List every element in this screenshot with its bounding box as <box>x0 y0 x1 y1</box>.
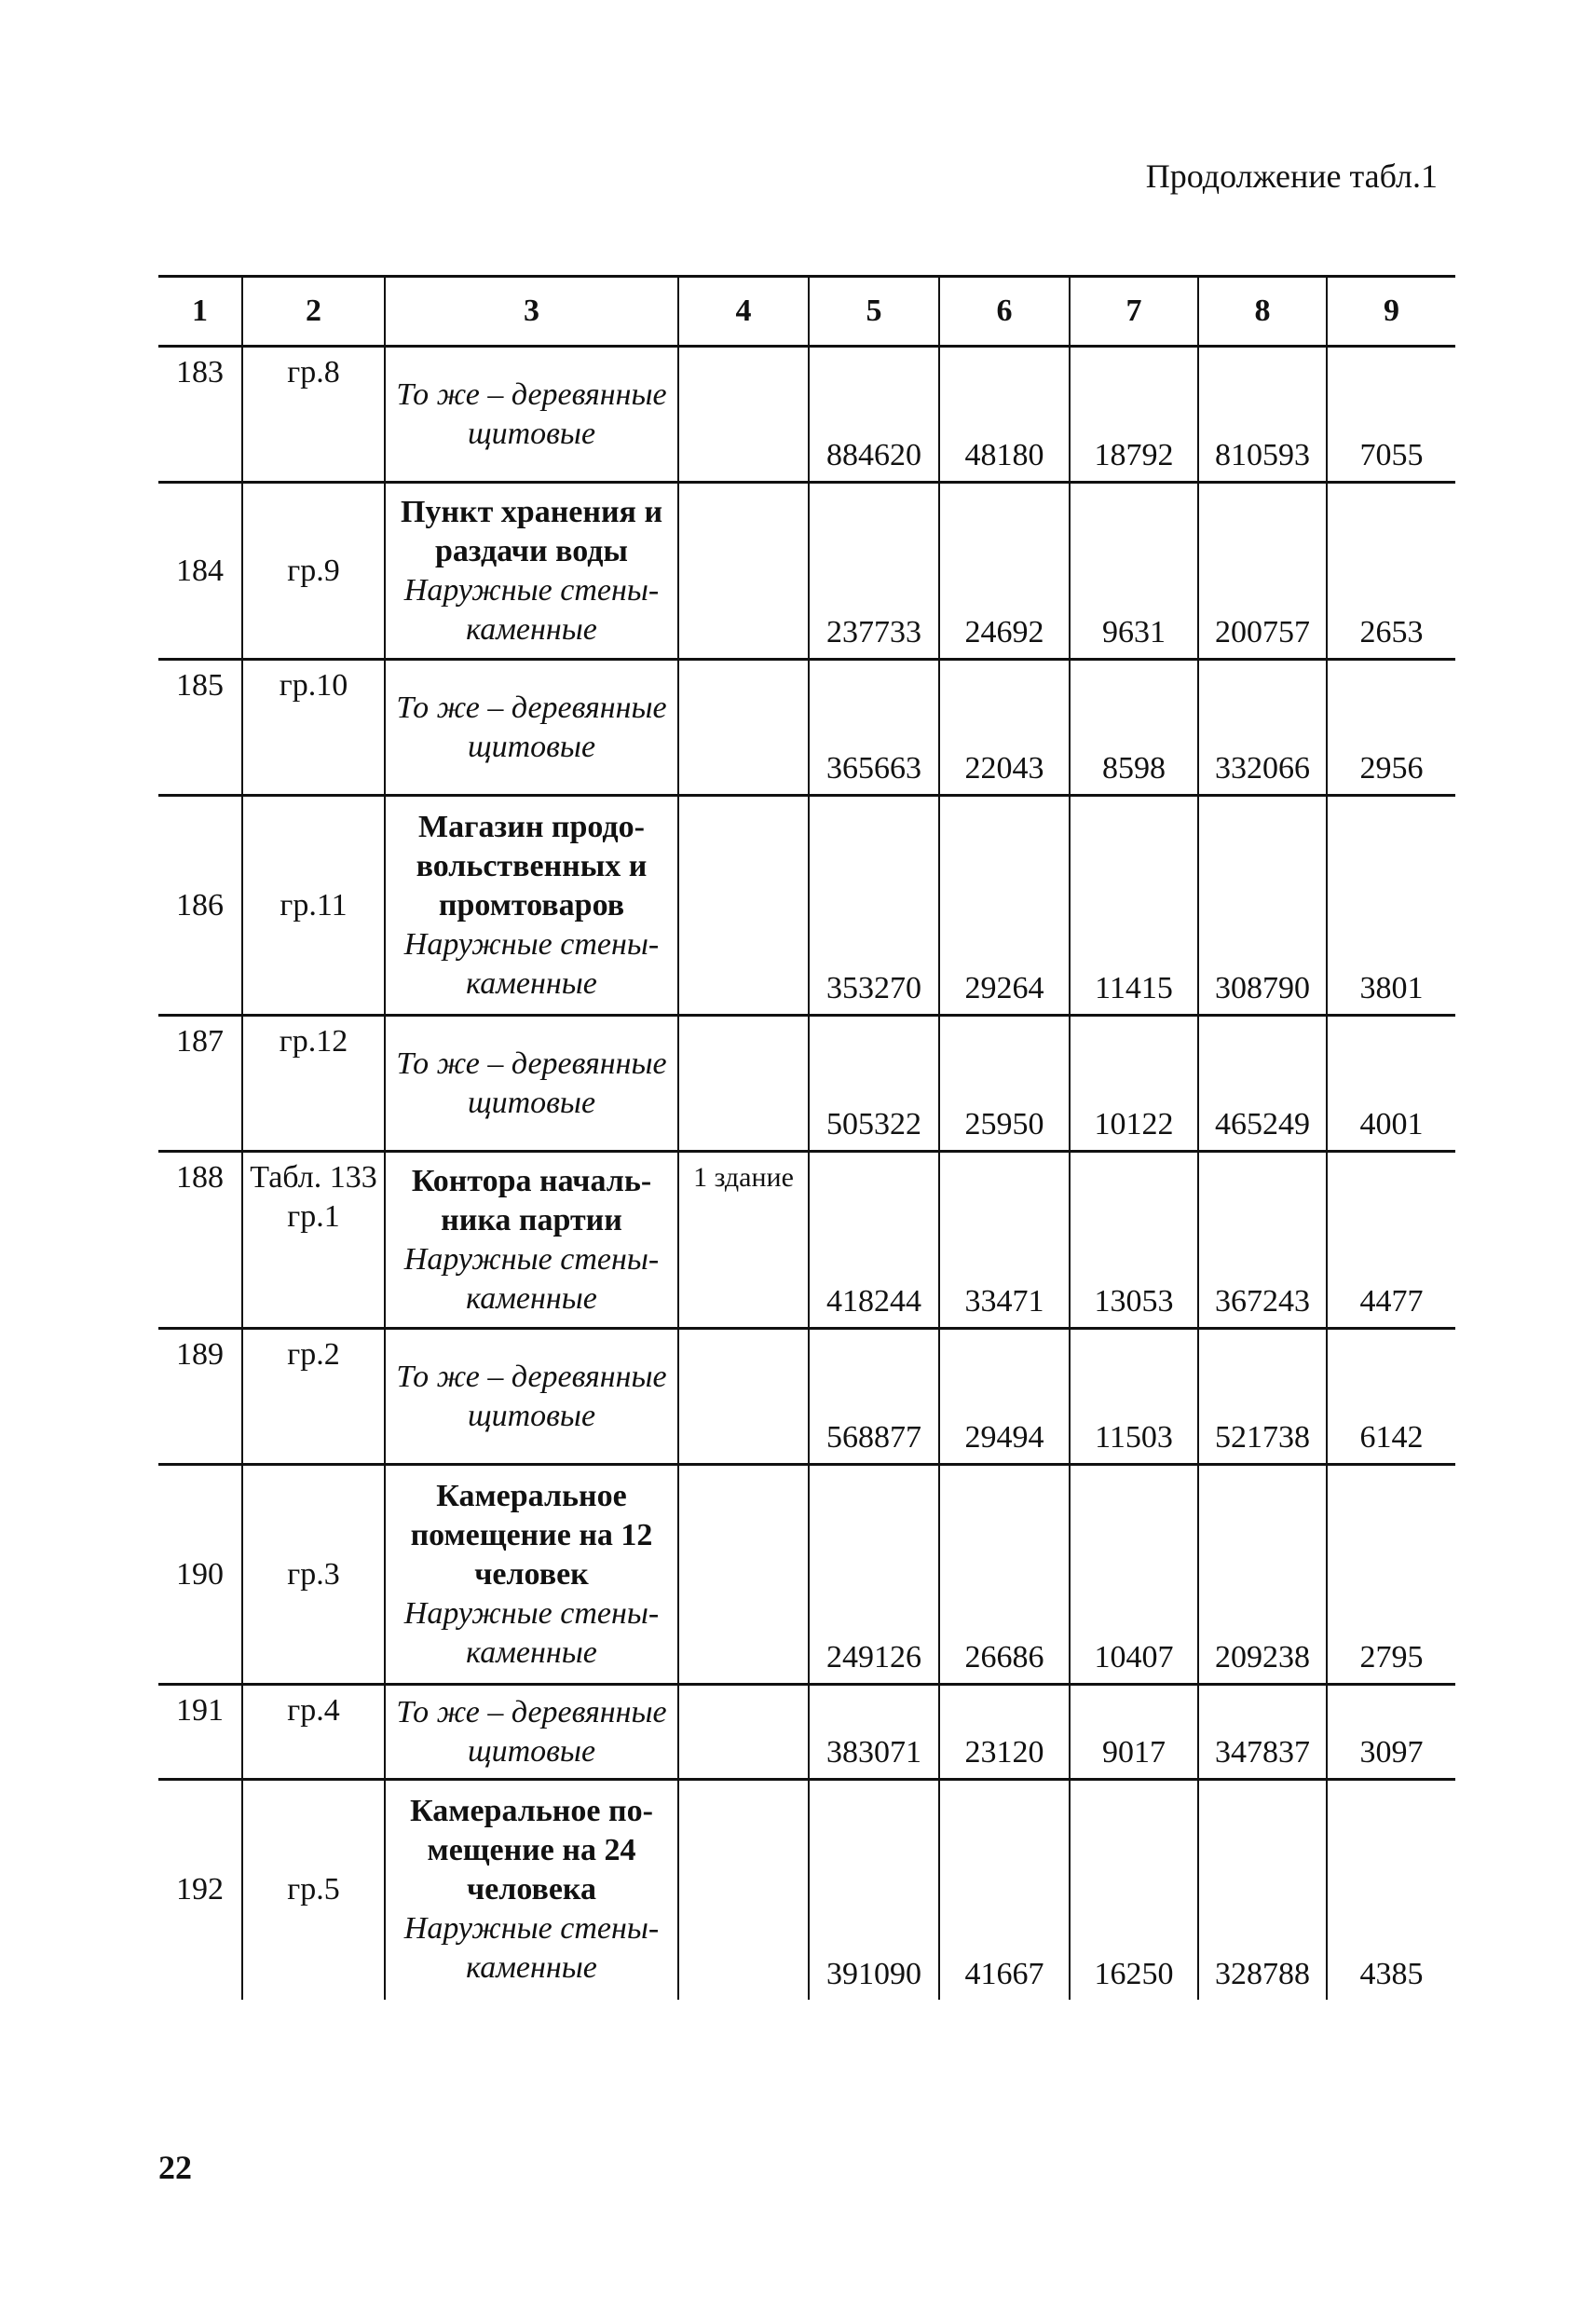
cell-col6: 23120 <box>939 1685 1070 1780</box>
row-description <box>385 796 678 1016</box>
cell-col6: 33471 <box>939 1152 1070 1329</box>
row-description <box>385 1685 678 1780</box>
cell-col9: 2795 <box>1327 1465 1455 1685</box>
row-title: Камеральное по- мещение на 24 человека <box>410 1794 653 1907</box>
row-subtitle: То же – деревянные щитовые <box>396 376 667 451</box>
cell-col9: 6142 <box>1327 1329 1455 1465</box>
col-header-5: 5 <box>809 277 939 347</box>
cell-col5: 418244 <box>809 1152 939 1329</box>
row-unit <box>678 796 809 1016</box>
cell-col5: 237733 <box>809 483 939 660</box>
row-subtitle: То же – деревянные щитовые <box>396 690 667 764</box>
row-subtitle: То же – деревянные щитовые <box>396 1694 667 1769</box>
row-unit <box>678 1016 809 1152</box>
cell-col7: 13053 <box>1070 1152 1198 1329</box>
cell-col7: 9631 <box>1070 483 1198 660</box>
cell-col5: 391090 <box>809 1780 939 2000</box>
cell-col6: 29494 <box>939 1329 1070 1465</box>
cell-col8: 367243 <box>1198 1152 1327 1329</box>
row-description <box>385 347 678 483</box>
col-header-4: 4 <box>678 277 809 347</box>
row-subtitle: То же – деревянные щитовые <box>396 1359 667 1433</box>
col-header-1: 1 <box>158 277 242 347</box>
row-title: Камеральное помещение на 12 человек <box>410 1478 653 1592</box>
cell-col6: 24692 <box>939 483 1070 660</box>
cell-col7: 16250 <box>1070 1780 1198 2000</box>
row-number: 186 <box>158 796 242 1016</box>
cell-col9: 4385 <box>1327 1780 1455 2000</box>
row-title: Пункт хранения и раздачи воды <box>400 494 663 568</box>
cell-col5: 249126 <box>809 1465 939 1685</box>
row-subtitle: Наружные стены- каменные <box>403 1241 660 1316</box>
row-description <box>385 1780 678 2000</box>
cell-col9: 7055 <box>1327 347 1455 483</box>
row-number: 190 <box>158 1465 242 1685</box>
row-subtitle: Наружные стены- каменные <box>403 926 660 1001</box>
col-header-9: 9 <box>1327 277 1455 347</box>
table-row <box>158 1780 1455 2000</box>
row-reference: гр.11 <box>242 796 385 1016</box>
row-number: 187 <box>158 1016 242 1152</box>
table-row <box>158 1329 1455 1465</box>
row-title: Магазин продо- вольственных и промтоваров <box>416 809 648 923</box>
cell-col8: 200757 <box>1198 483 1327 660</box>
cell-col6: 29264 <box>939 796 1070 1016</box>
row-unit <box>678 1685 809 1780</box>
cell-col5: 365663 <box>809 660 939 796</box>
cell-col7: 18792 <box>1070 347 1198 483</box>
cell-col8: 209238 <box>1198 1465 1327 1685</box>
cell-col8: 521738 <box>1198 1329 1327 1465</box>
row-subtitle: Наружные стены- каменные <box>403 572 660 647</box>
row-subtitle: То же – деревянные щитовые <box>396 1046 667 1120</box>
table-row <box>158 1016 1455 1152</box>
row-reference: гр.3 <box>242 1465 385 1685</box>
row-reference: Табл. 133 гр.1 <box>242 1152 385 1329</box>
cell-col6: 41667 <box>939 1780 1070 2000</box>
row-reference: гр.4 <box>242 1685 385 1780</box>
cell-col6: 25950 <box>939 1016 1070 1152</box>
table-row <box>158 796 1455 1016</box>
cell-col9: 4001 <box>1327 1016 1455 1152</box>
col-header-6: 6 <box>939 277 1070 347</box>
row-description <box>385 1465 678 1685</box>
cell-col8: 810593 <box>1198 347 1327 483</box>
cell-col9: 3097 <box>1327 1685 1455 1780</box>
cell-col5: 383071 <box>809 1685 939 1780</box>
cell-col7: 10122 <box>1070 1016 1198 1152</box>
cell-col8: 465249 <box>1198 1016 1327 1152</box>
row-reference: гр.12 <box>242 1016 385 1152</box>
col-header-2: 2 <box>242 277 385 347</box>
cell-col9: 3801 <box>1327 796 1455 1016</box>
row-unit <box>678 1329 809 1465</box>
row-unit: 1 здание <box>678 1152 809 1329</box>
col-header-3: 3 <box>385 277 678 347</box>
row-number: 192 <box>176 1872 224 1907</box>
table-row <box>158 347 1455 483</box>
col-header-8: 8 <box>1198 277 1327 347</box>
cell-col5: 505322 <box>809 1016 939 1152</box>
cell-col7: 8598 <box>1070 660 1198 796</box>
data-table <box>158 275 1455 2000</box>
cell-col9: 2956 <box>1327 660 1455 796</box>
row-reference: гр.9 <box>242 483 385 660</box>
row-number: 189 <box>158 1329 242 1465</box>
cell-col8: 328788 <box>1198 1780 1327 2000</box>
row-number: 191 <box>158 1685 242 1780</box>
table-row <box>158 1152 1455 1329</box>
col-header-7: 7 <box>1070 277 1198 347</box>
table-row <box>158 1465 1455 1685</box>
table-row <box>158 1685 1455 1780</box>
row-reference: гр.10 <box>242 660 385 796</box>
row-description <box>385 1016 678 1152</box>
row-unit <box>678 483 809 660</box>
cell-col7: 11503 <box>1070 1329 1198 1465</box>
row-unit <box>678 660 809 796</box>
page-number: 22 <box>158 2149 192 2186</box>
cell-col7: 10407 <box>1070 1465 1198 1685</box>
cell-col7: 11415 <box>1070 796 1198 1016</box>
row-description <box>385 660 678 796</box>
table-row <box>158 660 1455 796</box>
row-description <box>385 1329 678 1465</box>
header-row <box>158 277 1455 347</box>
row-title: Контора началь- ника партии <box>411 1163 652 1237</box>
cell-col6: 48180 <box>939 347 1070 483</box>
row-reference: гр.8 <box>242 347 385 483</box>
cell-col5: 353270 <box>809 796 939 1016</box>
cell-col8: 332066 <box>1198 660 1327 796</box>
table-row <box>158 483 1455 660</box>
row-unit <box>678 1780 809 2000</box>
row-unit <box>678 1465 809 1685</box>
cell-col6: 22043 <box>939 660 1070 796</box>
row-subtitle: Наружные стены- каменные <box>403 1911 660 1986</box>
row-description <box>385 1152 678 1329</box>
cell-col9: 4477 <box>1327 1152 1455 1329</box>
row-number: 184 <box>158 483 242 660</box>
cell-col5: 884620 <box>809 347 939 483</box>
table-caption: Продолжение табл.1 <box>1145 157 1438 195</box>
cell-col8: 347837 <box>1198 1685 1327 1780</box>
row-unit <box>678 347 809 483</box>
row-description <box>385 483 678 660</box>
row-number: 185 <box>158 660 242 796</box>
row-number: 183 <box>158 347 242 483</box>
cell-col8: 308790 <box>1198 796 1327 1016</box>
cell-col7: 9017 <box>1070 1685 1198 1780</box>
cell-col5: 568877 <box>809 1329 939 1465</box>
cell-col9: 2653 <box>1327 483 1455 660</box>
row-subtitle: Наружные стены- каменные <box>403 1595 660 1670</box>
row-reference: гр.5 <box>242 1780 385 2000</box>
cell-col6: 26686 <box>939 1465 1070 1685</box>
row-number: 188 <box>158 1152 242 1329</box>
row-reference: гр.2 <box>242 1329 385 1465</box>
